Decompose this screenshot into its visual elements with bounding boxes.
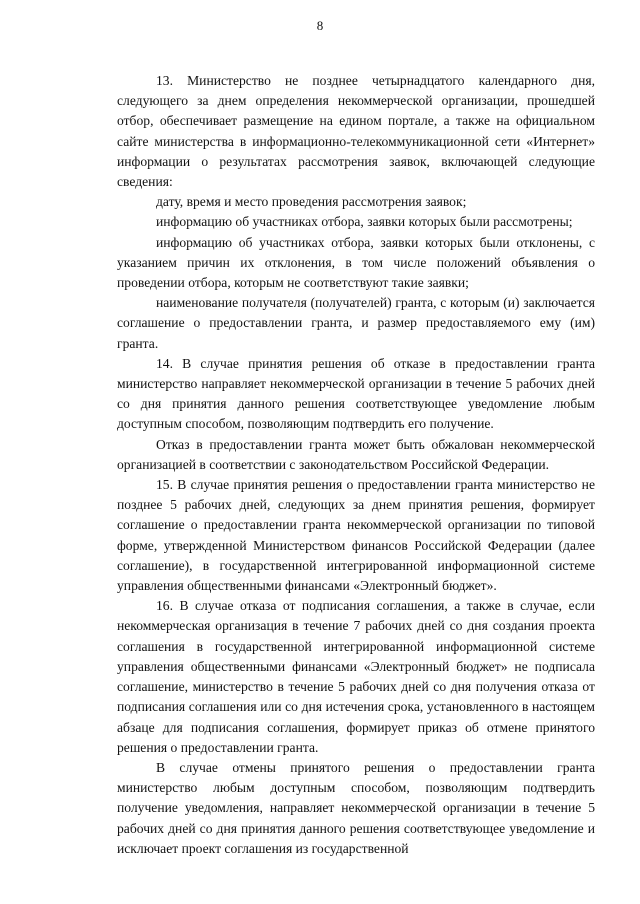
document-body [117, 71, 595, 859]
list-item-participants-rejected: информацию об участниках отбора, заявки которых были отклонены, с указанием причин их отклонения, в том числе положений объявления о проведении отбора, которым не соответствуют такие заявки; [117, 234, 595, 291]
list-item-participants-reviewed: информацию об участниках отбора, заявки которых были рассмотрены; [156, 214, 573, 230]
paragraph-15: 15. В случае принятия решения о предоставлении гранта министерство не позднее 5 рабочих дней, следующих за днем принятия решения, формирует соглашение о предоставлении гранта некоммерческой организации по типовой форме, утвержденной Министерством финансов Российской Федерации (далее соглашение), в государственной интегрированной информационной системе управления общественными финансами «Электронный бюджет». [117, 477, 595, 594]
paragraph-16-cancellation: В случае отмены принятого решения о предоставлении гранта министерство любым доступным способом, позволяющим подтвердить получение уведомления, направляет некоммерческой организации в течение 5 рабочих дней со дня принятия данного решения соответствующее уведомление и исключает проект соглашения из государственной [117, 759, 595, 856]
list-item-date: дату, время и место проведения рассмотрения заявок; [156, 194, 467, 210]
paragraph-16: 16. В случае отказа от подписания соглашения, а также в случае, если некоммерческая организация в течение 7 рабочих дней со дня создания проекта соглашения в государственной интегрированной информационной системе управления общественными финансами «Электронный бюджет» не подписала соглашение, министерство в течение 5 рабочих дней со дня получения отказа от подписания соглашения или со дня истечения срока, установленного в настоящем абзаце для подписания соглашения, формирует приказ об отмене принятого решения о предоставлении гранта. [117, 598, 595, 755]
paragraph-13-intro: 13. Министерство не позднее четырнадцатого календарного дня, следующего за днем определения некоммерческой организации, прошедшей отбор, обеспечивает размещение на едином портале, а также на официальном сайте министерства в информационно-телекоммуникационной сети «Интернет» информации о результатах рассмотрения заявок, включающей следующие сведения: [117, 73, 595, 190]
page-number: 8 [316, 18, 324, 33]
paragraph-14-appeal: Отказ в предоставлении гранта может быть обжалован некоммерческой организацией в соответствии с законодательством Российской Федерации. [117, 436, 595, 472]
paragraph-14: 14. В случае принятия решения об отказе в предоставлении гранта министерство направляет некоммерческой организации в течение 5 рабочих дней со дня принятия данного решения соответствующее уведомление любым доступным способом, позволяющим подтвердить его получение. [117, 355, 595, 432]
list-item-recipient: наименование получателя (получателей) гранта, с которым (и) заключается соглашение о предоставлении гранта, и размер предоставляемого ему (им) гранта. [117, 295, 595, 351]
